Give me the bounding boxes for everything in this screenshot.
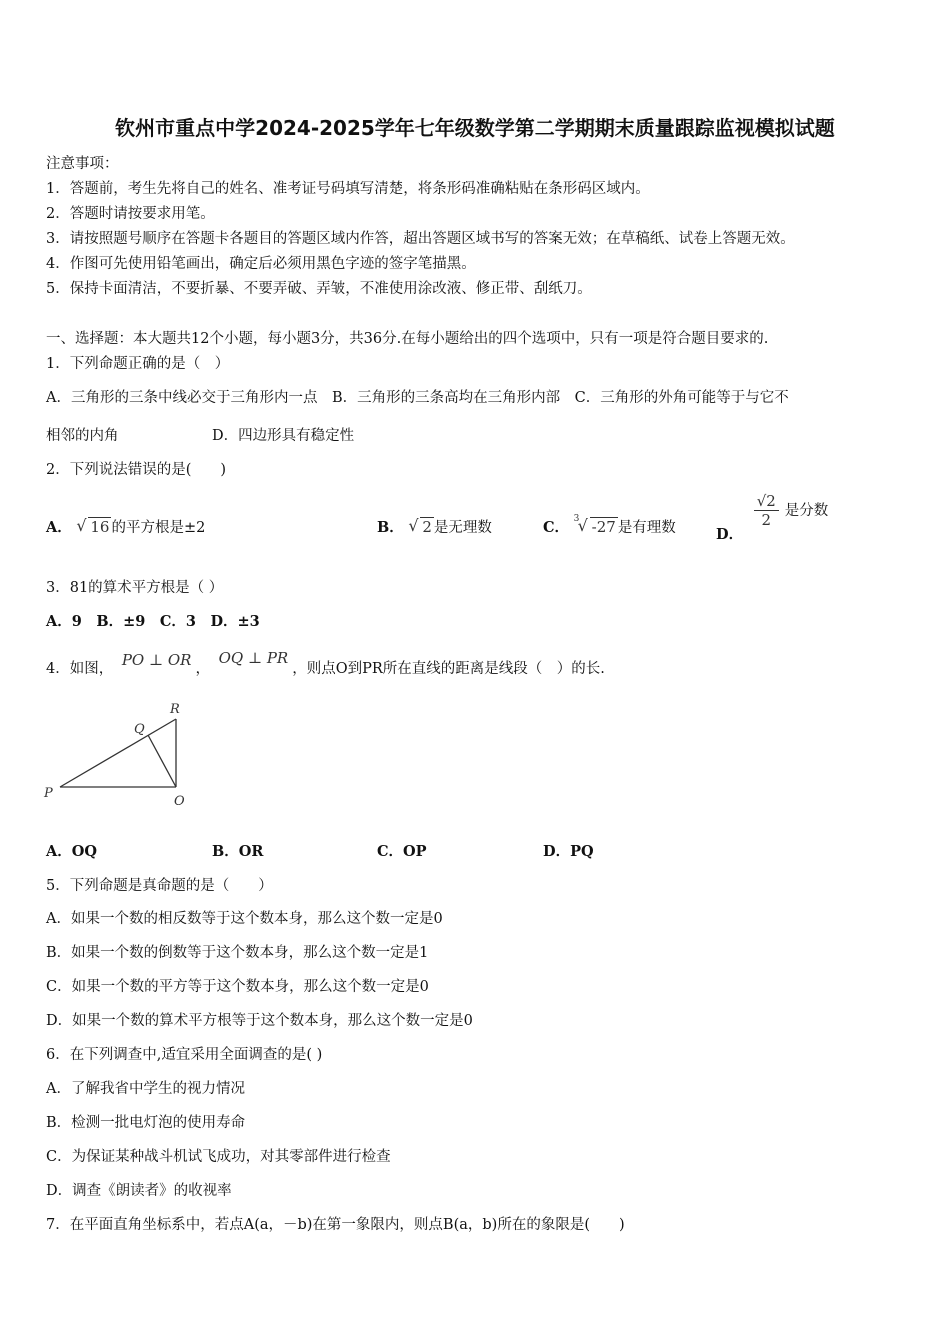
notice-heading: 注意事项： — [46, 156, 119, 172]
q2-a-text: 的平方根是±2 — [111, 520, 206, 536]
q7-stem: 7．在平面直角坐标系中，若点A(a，－b)在第一象限内，则点B(a，b)所在的象限是( ) — [46, 1217, 625, 1233]
q1-stem: 1．下列命题正确的是（ ） — [46, 356, 230, 372]
q6-stem: 6．在下列调查中,适宜采用全面调查的是( ) — [46, 1047, 323, 1063]
q4-option-d: D．PQ — [543, 843, 594, 860]
q4-stem-end: ，则点O到PR所在直线的距离是线段（ ）的长. — [292, 661, 605, 677]
q4-option-a: A．OQ — [46, 843, 98, 860]
q5-stem: 5．下列命题是真命题的是（ ） — [46, 878, 273, 894]
q6-option-a: A．了解我省中学生的视力情况 — [46, 1081, 245, 1097]
q2-c-text: 是有理数 — [617, 520, 676, 536]
q1-option-d: D．四边形具有稳定性 — [212, 428, 355, 444]
q6-option-b: B．检测一批电灯泡的使用寿命 — [46, 1115, 246, 1131]
section-heading: 一、选择题：本大题共12个小题，每小题3分，共36分.在每小题给出的四个选项中，只有一项是符合题目要求的. — [46, 331, 769, 347]
q2-b-label: B． — [377, 519, 404, 536]
q2-c-index: 3 — [573, 514, 580, 524]
sqrt-symbol: √ 16 — [76, 516, 110, 536]
q4-option-b: B．OR — [212, 843, 264, 860]
notice-item-5: 5．保持卡面清洁，不要折暴、不要弄破、弄皱，不准使用涂改液、修正带、刮纸刀。 — [46, 281, 592, 297]
fraction — [754, 492, 779, 529]
q2-stem: 2．下列说法错误的是( ) — [46, 462, 227, 478]
q2-d-label: D． — [716, 525, 744, 543]
triangle-figure — [40, 695, 200, 815]
q1-options-line1: A．三角形的三条中线必交于三角形内一点 B．三角形的三条高均在三角形内部 C．三角形的外角可能等于与它不 — [46, 390, 789, 406]
q4-expr-2: OQ ⊥ PR — [218, 649, 289, 667]
q2-option-d — [716, 492, 828, 542]
notice-item-1: 1．答题前，考生先将自己的姓名、准考证号码填写清楚，将条形码准确粘贴在条形码区域内。 — [46, 181, 650, 197]
q6-option-c: C．为保证某种战斗机试飞成功，对其零部件进行检查 — [46, 1149, 391, 1165]
q3-stem: 3．81的算术平方根是（ ） — [46, 580, 224, 596]
q2-b-radicand: 2 — [422, 518, 432, 536]
q2-a-radicand: 16 — [90, 518, 110, 536]
q6-option-d: D．调查《朗读者》的收视率 — [46, 1183, 232, 1199]
label-q: Q — [134, 722, 145, 737]
q2-d-numerator: √2 — [754, 492, 779, 511]
q4-expr-1: PO ⊥ OR — [121, 651, 192, 669]
notice-item-4: 4．作图可先使用铅笔画出，确定后必须用黑色字迹的签字笔描黑。 — [46, 256, 476, 272]
q2-option-a — [46, 516, 205, 537]
notice-item-3: 3．请按照题号顺序在答题卡各题目的答题区域内作答，超出答题区域书写的答案无效；在草稿纸、试卷上答题无效。 — [46, 231, 795, 247]
q2-c-label: C． — [543, 519, 570, 536]
label-p: P — [44, 786, 53, 801]
label-r: R — [170, 702, 180, 717]
q2-option-c — [543, 516, 676, 537]
q2-b-text: 是无理数 — [433, 520, 492, 536]
q2-option-b — [377, 516, 492, 537]
q2-c-radicand: -27 — [591, 518, 616, 536]
q5-option-c: C．如果一个数的平方等于这个数本身，那么这个数一定是0 — [46, 979, 429, 995]
q5-option-d: D．如果一个数的算术平方根等于这个数本身，那么这个数一定是0 — [46, 1013, 473, 1029]
q4-stem-start: 4．如图， — [46, 661, 114, 677]
label-o: O — [174, 794, 185, 809]
q2-a-label: A． — [46, 519, 72, 536]
q3-options: A．9 B．±9 C．3 D．±3 — [46, 613, 260, 630]
q4-sep: ， — [195, 661, 210, 677]
page-title: 钦州市重点中学2024-2025学年七年级数学第二学期期末质量跟踪监视模拟试题 — [115, 116, 835, 140]
q5-option-a: A．如果一个数的相反数等于这个数本身，那么这个数一定是0 — [46, 911, 443, 927]
q5-option-b: B．如果一个数的倒数等于这个数本身，那么这个数一定是1 — [46, 945, 429, 961]
q2-d-text: 是分数 — [784, 502, 829, 519]
q4-option-c: C．OP — [377, 843, 427, 860]
notice-item-2: 2．答题时请按要求用笔。 — [46, 206, 215, 222]
sqrt-symbol: √ 2 — [408, 516, 432, 536]
q1-options-line2a: 相邻的内角 — [46, 428, 119, 444]
q4-stem — [46, 649, 605, 678]
q2-d-denominator: 2 — [761, 511, 772, 529]
cbrt-symbol: 3 √ -27 — [573, 514, 616, 536]
